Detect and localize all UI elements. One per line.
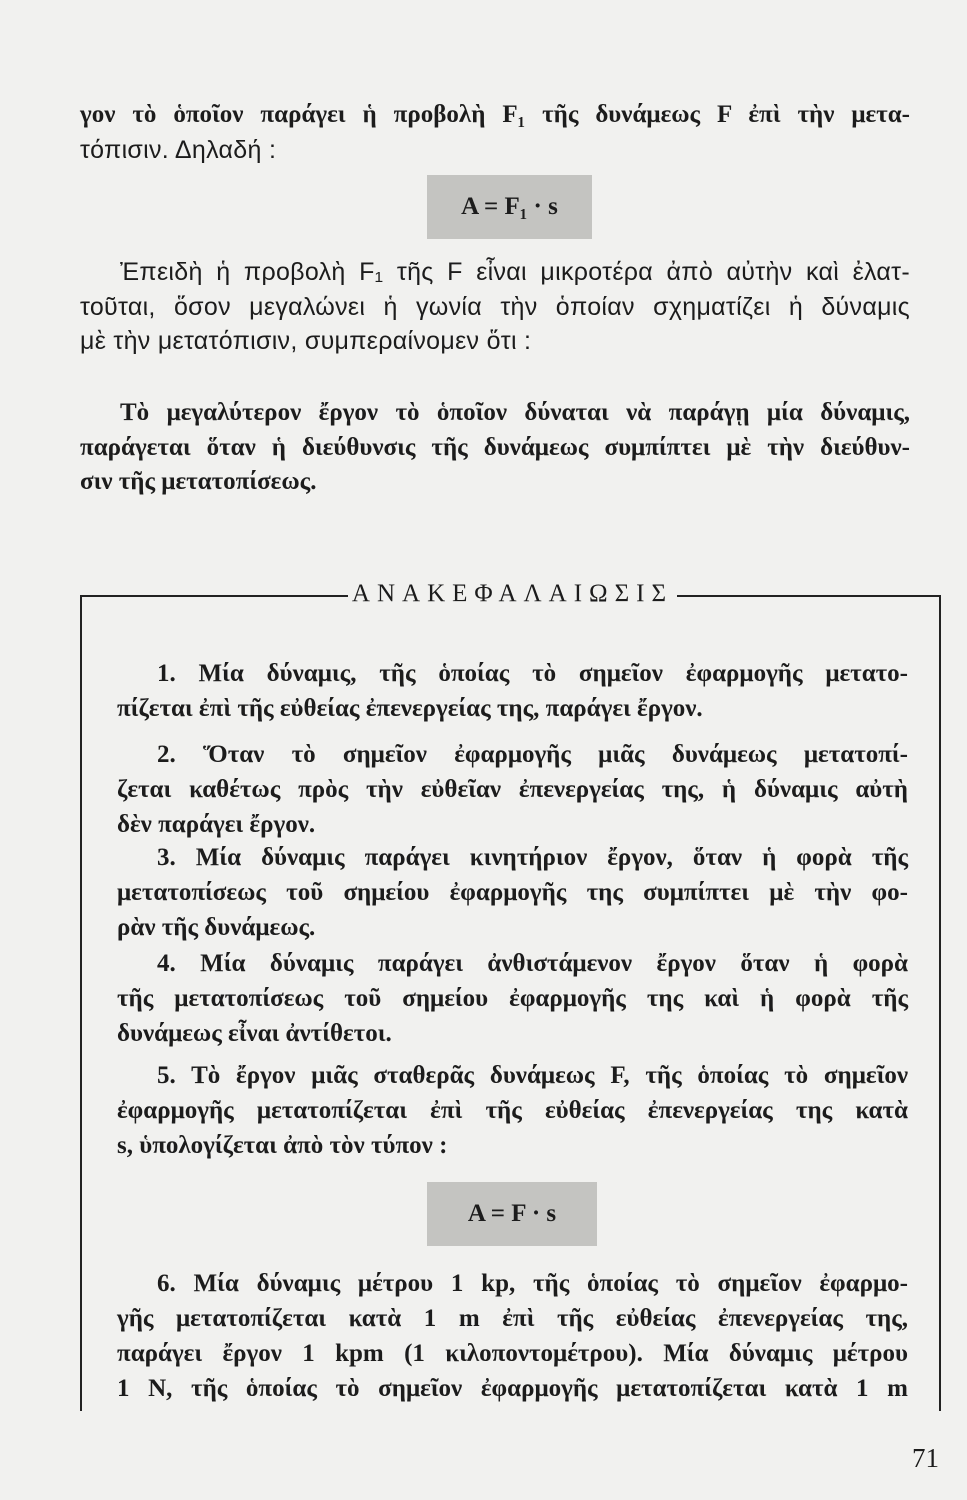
text-line: μετατοπίσεως τοῦ σημείου ἐφαρμογῆς της συμπίπτει μὲ τὴν φο- (117, 879, 908, 906)
page-number: 71 (912, 1443, 939, 1473)
summary-title (82, 580, 943, 608)
text-line: Ἐπειδὴ ἡ προβολὴ F₁ τῆς F εἶναι μικροτέρα ἀπὸ αὐτὴν καὶ ἐλατ- (120, 258, 910, 286)
text-line: 4. Μία δύναμις παράγει ἀνθιστάμενον ἔργον ὅταν ἡ φορὰ (157, 950, 908, 977)
summary-title-text: ΑΝΑΚΕΦΑΛΑΙΩΣΙΣ (348, 580, 677, 607)
formula-work: A = F · s (427, 1182, 597, 1246)
text-line: παράγεται ὅταν ἡ διεύθυνσις τῆς δυνάμεως συμπίπτει μὲ τὴν διεύθυν- (80, 433, 910, 461)
text-line: τόπισιν. Δηλαδή : (80, 135, 277, 164)
summary-item-2 (117, 737, 908, 842)
text-line: τῆς μετατοπίσεως τοῦ σημείου ἐφαρμογῆς της καὶ ἡ φορὰ τῆς (117, 985, 908, 1012)
text-line: γῆς μετατοπίζεται κατὰ 1 m ἐπὶ τῆς εὐθείας ἐπενεργείας της, (117, 1305, 908, 1332)
text-line: δυνάμεως εἶναι ἀντίθετοι. (117, 1020, 392, 1047)
text-line: 3. Μία δύναμις παράγει κινητήριον ἔργον, ὅταν ἡ φορὰ τῆς (157, 844, 908, 871)
text-line: ἐφαρμογῆς μετατοπίζεται ἐπὶ τῆς εὐθείας ἐπενεργείας της κατὰ (117, 1097, 908, 1124)
text-line: ζεται καθέτως πρὸς τὴν εὐθεῖαν ἐπενεργείας της, ἡ δύναμις αὐτὴ (117, 776, 908, 803)
text-line: σιν τῆς μετατοπίσεως. (80, 468, 317, 495)
summary-item-5 (117, 1058, 908, 1163)
text-line: παράγει ἔργον 1 kpm (1 κιλοποντομέτρου). Μία δύναμις μέτρου (117, 1340, 908, 1367)
summary-item-1 (117, 656, 908, 726)
paragraph-principle (80, 396, 910, 500)
summary-item-3 (117, 840, 908, 945)
text-line: 1. Μία δύναμις, τῆς ὁποίας τὸ σημεῖον ἐφαρμογῆς μετατο- (157, 660, 908, 687)
formula-work-projection: A = F₁ · s (427, 175, 592, 239)
paragraph-projection (80, 255, 910, 359)
text-line: s, ὑπολογίζεται ἀπὸ τὸν τύπον : (117, 1132, 448, 1159)
text-line: 5. Τὸ ἔργον μιᾶς σταθερᾶς δυνάμεως F, τῆς ὁποίας τὸ σημεῖον (157, 1062, 908, 1089)
summary-item-4 (117, 946, 908, 1051)
text-line: Τὸ μεγαλύτερον ἔργον τὸ ὁποῖον δύναται νὰ παράγῃ μία δύναμις, (120, 399, 910, 426)
text-line: τοῦται, ὅσον μεγαλώνει ἡ γωνία τὴν ὁποίαν σχηματίζει ἡ δύναμις (80, 292, 910, 321)
intro-paragraph (80, 98, 910, 167)
text-line: 1 N, τῆς ὁποίας τὸ σημεῖον ἐφαρμογῆς μετατοπίζεται κατὰ 1 m (117, 1375, 908, 1402)
text-line: μὲ τὴν μετατόπισιν, συμπεραίνομεν ὅτι : (80, 327, 532, 355)
text-line: 6. Μία δύναμις μέτρου 1 kp, τῆς ὁποίας τὸ σημεῖον ἐφαρμο- (157, 1270, 908, 1297)
summary-item-6 (117, 1266, 908, 1406)
text-line: δὲν παράγει ἔργον. (117, 811, 316, 838)
text-line: γον τὸ ὁποῖον παράγει ἡ προβολὴ F₁ τῆς δυνάμεως F ἐπὶ τὴν μετα- (80, 101, 910, 128)
text-line: ρὰν τῆς δυνάμεως. (117, 914, 316, 941)
text-line: πίζεται ἐπὶ τῆς εὐθείας ἐπενεργείας της, παράγει ἔργον. (117, 695, 703, 722)
text-line: 2. Ὅταν τὸ σημεῖον ἐφαρμογῆς μιᾶς δυνάμεως μετατοπί- (157, 741, 908, 768)
